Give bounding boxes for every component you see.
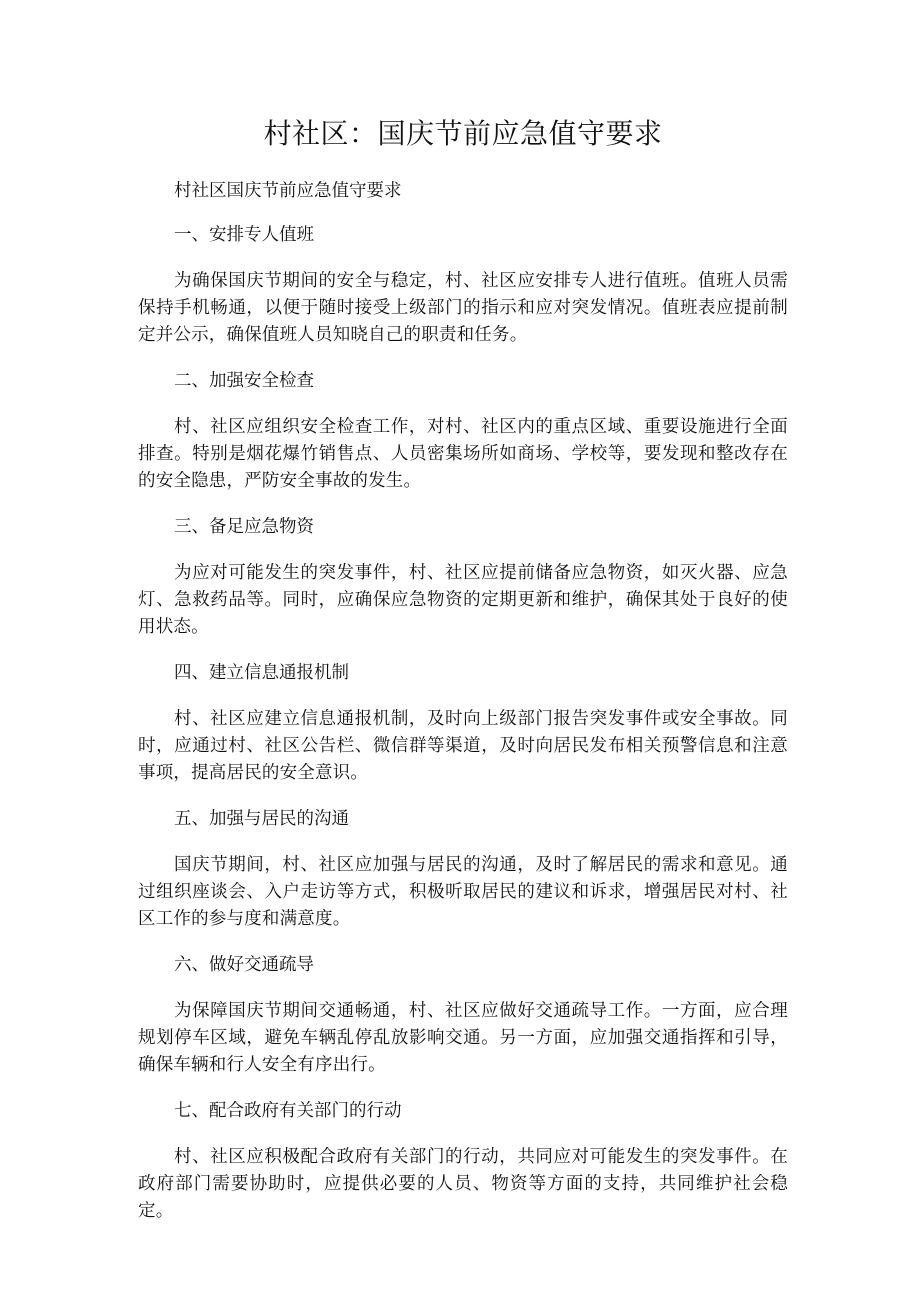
document-page — [138, 112, 788, 1244]
section-4 — [138, 660, 788, 787]
section-heading: 三、备足应急物资 — [174, 517, 314, 537]
section-heading: 二、加强安全检查 — [174, 371, 314, 391]
document-subtitle: 村社区国庆节前应急值守要求 — [174, 181, 402, 201]
section-body: 村、社区应组织安全检查工作，对村、社区内的重点区域、重要设施进行全面排查。特别是烟花爆竹销售点、人员密集场所如商场、学校等，要发现和整改存在的安全隐患，严防安全事故的发生。 — [138, 417, 788, 491]
section-heading: 六、做好交通疏导 — [174, 955, 314, 975]
section-2 — [138, 368, 788, 495]
section-heading: 七、配合政府有关部门的行动 — [174, 1101, 402, 1121]
section-7 — [138, 1098, 788, 1225]
section-5 — [138, 806, 788, 933]
section-body: 国庆节期间，村、社区应加强与居民的沟通，及时了解居民的需求和意见。通过组织座谈会、入户走访等方式，积极听取居民的建议和诉求，增强居民对村、社区工作的参与度和满意度。 — [138, 855, 788, 929]
section-3 — [138, 514, 788, 641]
section-body: 村、社区应建立信息通报机制，及时向上级部门报告突发事件或安全事故。同时，应通过村、社区公告栏、微信群等渠道，及时向居民发布相关预警信息和注意事项，提高居民的安全意识。 — [138, 709, 788, 783]
section-body: 为保障国庆节期间交通畅通，村、社区应做好交通疏导工作。一方面，应合理规划停车区域，避免车辆乱停乱放影响交通。另一方面，应加强交通指挥和引导，确保车辆和行人安全有序出行。 — [138, 1001, 788, 1075]
document-title: 村社区：国庆节前应急值守要求 — [263, 117, 663, 150]
section-heading: 一、安排专人值班 — [174, 225, 314, 245]
section-6 — [138, 952, 788, 1079]
section-body: 村、社区应积极配合政府有关部门的行动，共同应对可能发生的突发事件。在政府部门需要协助时，应提供必要的人员、物资等方面的支持，共同维护社会稳定。 — [138, 1147, 788, 1221]
section-body: 为应对可能发生的突发事件，村、社区应提前储备应急物资，如灭火器、应急灯、急救药品等。同时，应确保应急物资的定期更新和维护，确保其处于良好的使用状态。 — [138, 563, 788, 637]
section-1 — [138, 222, 788, 349]
section-body: 为确保国庆节期间的安全与稳定，村、社区应安排专人进行值班。值班人员需保持手机畅通，以便于随时接受上级部门的指示和应对突发情况。值班表应提前制定并公示，确保值班人员知晓自己的职责和任务。 — [138, 271, 788, 345]
section-heading: 四、建立信息通报机制 — [174, 663, 349, 683]
section-heading: 五、加强与居民的沟通 — [174, 809, 349, 829]
